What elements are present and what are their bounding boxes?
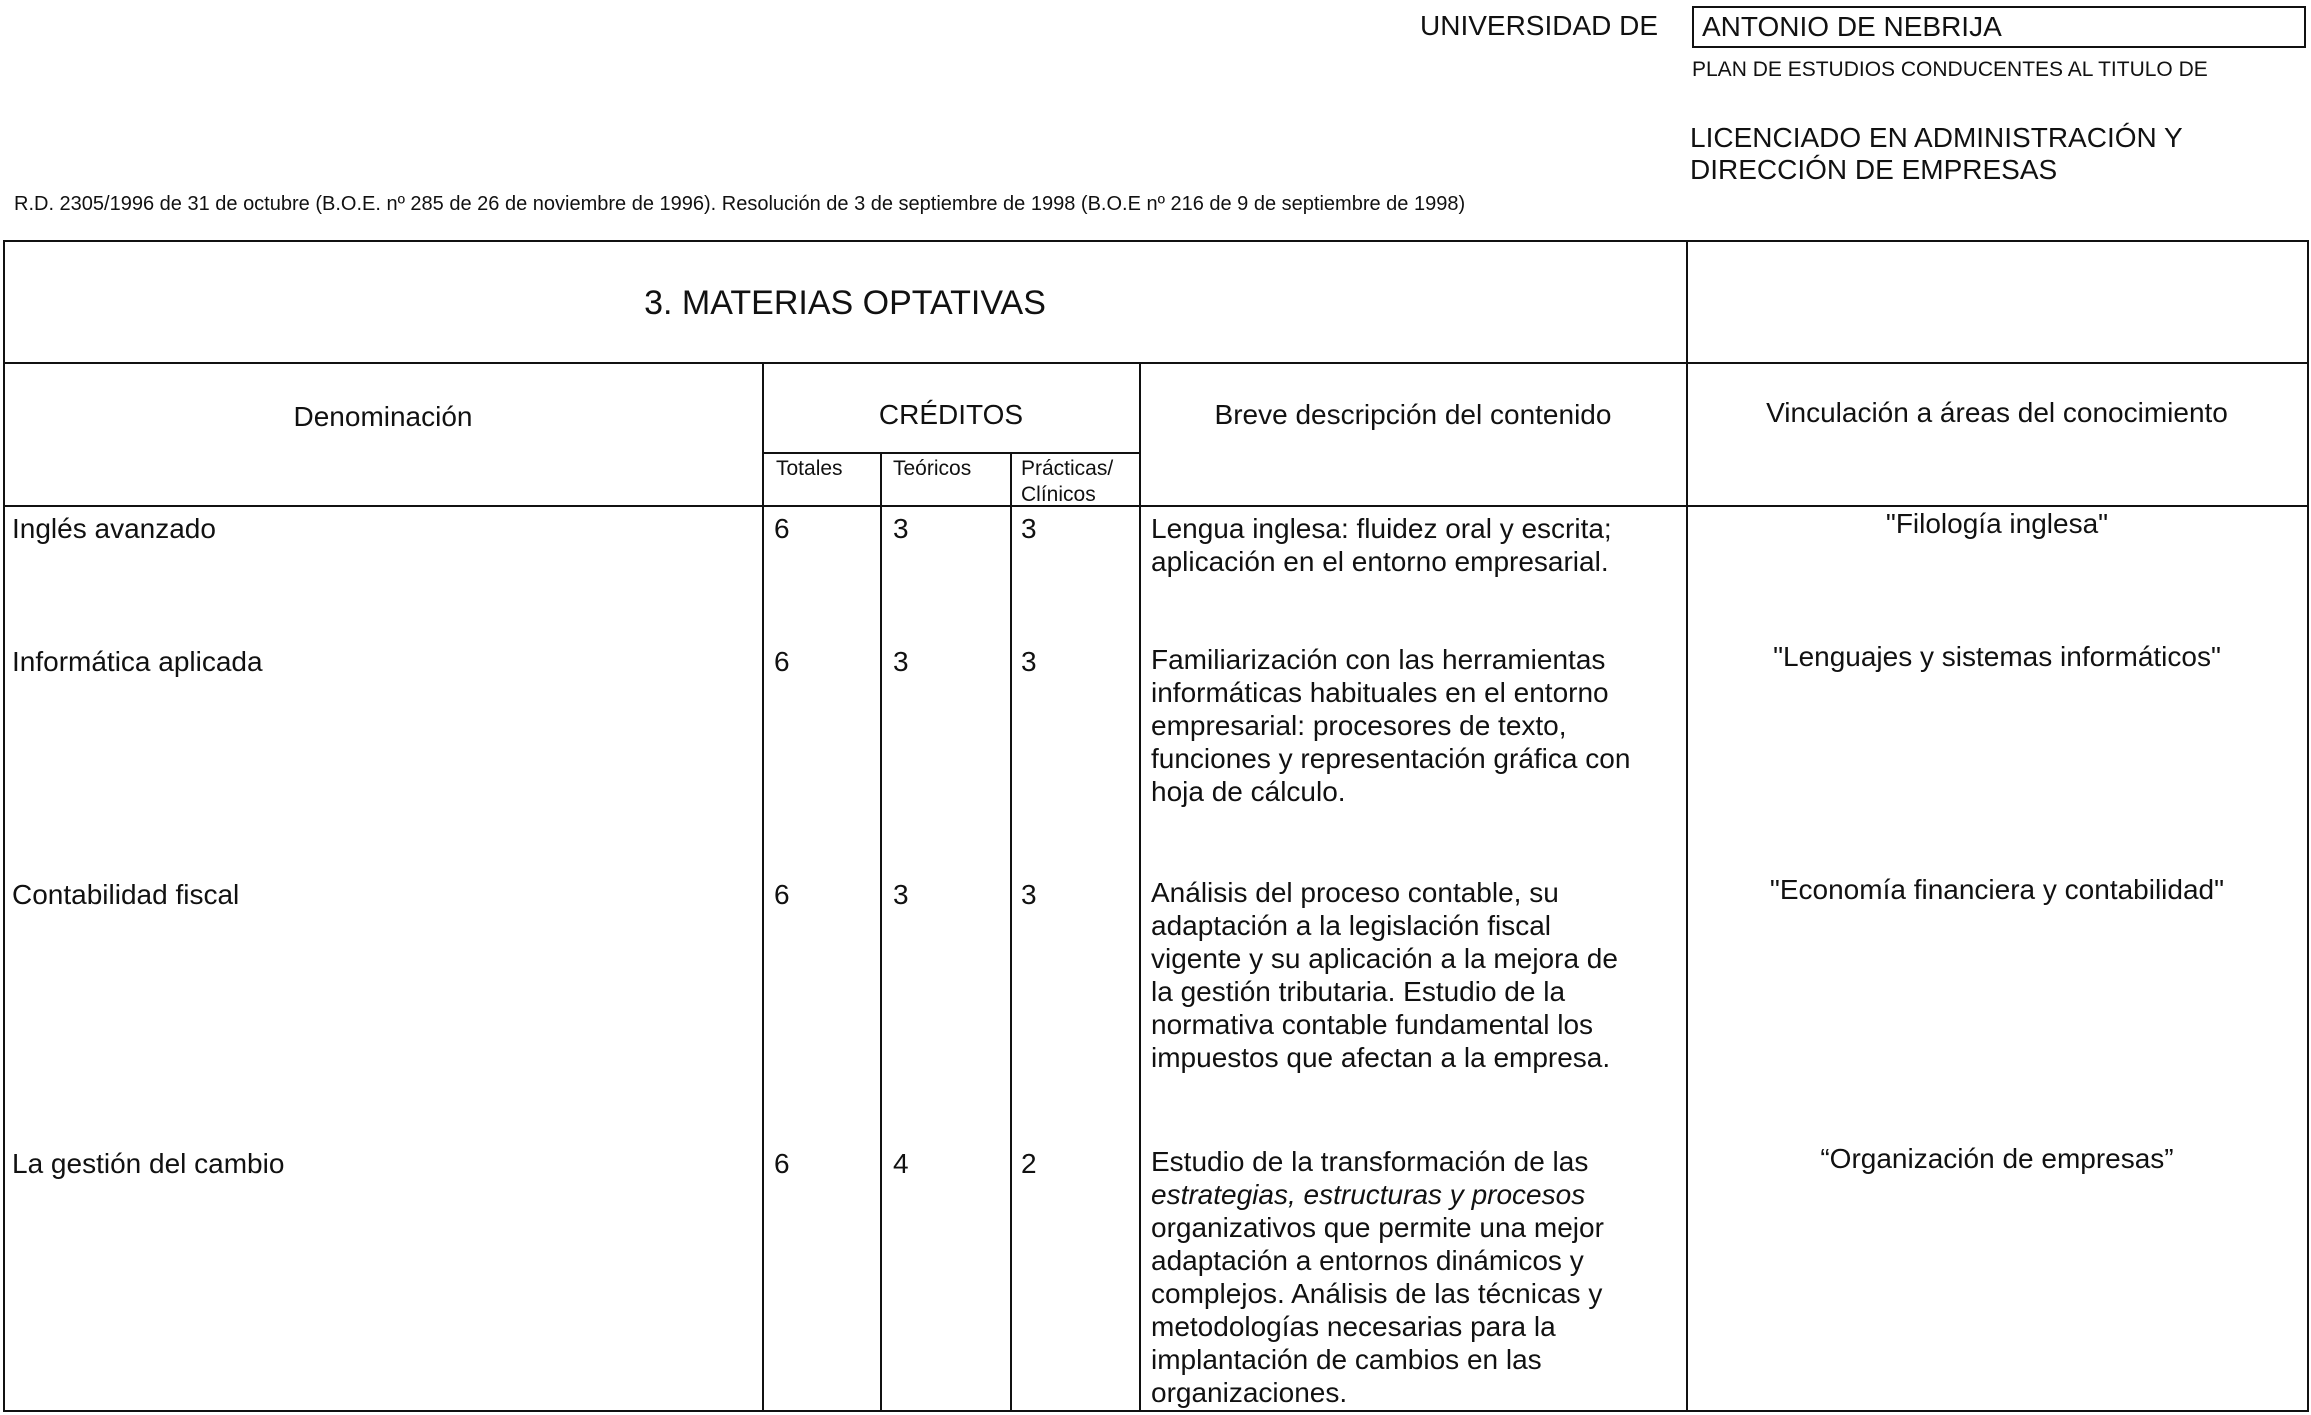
description-line: impuestos que afectan a la empresa. [1151, 1042, 1611, 1073]
credits-practicas: 2 [1021, 1148, 1037, 1179]
subject-description [1151, 876, 1676, 1074]
description-line: hoja de cálculo. [1151, 776, 1346, 807]
col-header-totales: Totales [776, 457, 843, 480]
col-line-creditos [762, 362, 764, 1412]
description-line: adaptación a la legislación fiscal [1151, 910, 1552, 941]
university-name-box: ANTONIO DE NEBRIJA [1692, 6, 2306, 48]
description-line: organizaciones. [1151, 1377, 1348, 1408]
subject-name: Contabilidad fiscal [12, 879, 240, 910]
description-line: organizativos que permite una mejor [1151, 1212, 1604, 1243]
credits-teoricos: 3 [893, 879, 909, 910]
knowledge-area: "Lenguajes y sistemas informáticos" [1773, 641, 2221, 672]
description-line: metodologías necesarias para la [1151, 1311, 1556, 1342]
subject-name: La gestión del cambio [12, 1148, 285, 1179]
table-divider-header [3, 505, 2309, 507]
decree-reference: R.D. 2305/1996 de 31 de octubre (B.O.E. nº 285 de 26 de noviembre de 1996). Resolución de 3 de septiembre de 1998 (B.O.E nº 216 de 9 de septiembre de 1998) [14, 193, 1466, 215]
table-border-right [2307, 240, 2309, 1412]
table-divider-title [3, 362, 2309, 364]
description-line: implantación de cambios en las [1151, 1344, 1542, 1375]
credits-practicas: 3 [1021, 646, 1037, 677]
university-label: UNIVERSIDAD DE [1420, 10, 1659, 41]
credits-teoricos: 3 [893, 646, 909, 677]
col-line-practicas [1010, 452, 1012, 1412]
col-header-creditos: CRÉDITOS [878, 399, 1024, 430]
description-line: empresarial: procesores de texto, [1151, 710, 1567, 741]
description-line: funciones y representación gráfica con [1151, 743, 1631, 774]
description-line: Análisis del proceso contable, su [1151, 877, 1559, 908]
plan-title: PLAN DE ESTUDIOS CONDUCENTES AL TITULO DE [1692, 58, 2208, 81]
description-line: la gestión tributaria. Estudio de la [1151, 976, 1566, 1007]
description-line: Familiarización con las herramientas [1151, 644, 1606, 675]
credits-practicas: 3 [1021, 513, 1037, 544]
subject-description [1151, 512, 1676, 578]
col-line-teoricos [880, 452, 882, 1412]
description-line: Estudio de la transformación de las [1151, 1146, 1589, 1177]
col-header-descripcion: Breve descripción del contenido [1214, 399, 1612, 430]
col-header-vinculacion: Vinculación a áreas del conocimiento [1766, 397, 2228, 428]
credits-practicas: 3 [1021, 879, 1037, 910]
degree-title [1690, 122, 2290, 186]
table-border-top [3, 240, 2309, 242]
credits-teoricos: 3 [893, 513, 909, 544]
description-line: normativa contable fundamental los [1151, 1009, 1594, 1040]
subject-description [1151, 1145, 1676, 1409]
section-title: 3. MATERIAS OPTATIVAS [644, 284, 1046, 322]
subject-description [1151, 643, 1676, 808]
degree-line-1: LICENCIADO EN ADMINISTRACIÓN Y [1690, 122, 2183, 153]
col-header-practicas-line-1: Prácticas/ [1021, 457, 1114, 480]
table-divider-creditos [762, 452, 1140, 454]
description-line: estrategias, estructuras y procesos [1151, 1179, 1586, 1210]
subject-name: Informática aplicada [12, 646, 263, 677]
credits-totales: 6 [774, 1148, 790, 1179]
description-line: aplicación en el entorno empresarial. [1151, 546, 1609, 577]
description-line: Lengua inglesa: fluidez oral y escrita; [1151, 513, 1612, 544]
degree-line-2: DIRECCIÓN DE EMPRESAS [1690, 154, 2058, 185]
knowledge-area: "Economía financiera y contabilidad" [1769, 874, 2225, 905]
knowledge-area: "Filología inglesa" [1885, 508, 2109, 539]
description-line: complejos. Análisis de las técnicas y [1151, 1278, 1603, 1309]
description-line: informáticas habituales en el entorno [1151, 677, 1609, 708]
subject-name: Inglés avanzado [12, 513, 216, 544]
description-line: vigente y su aplicación a la mejora de [1151, 943, 1618, 974]
col-header-practicas [1021, 456, 1113, 508]
credits-teoricos: 4 [893, 1148, 909, 1179]
description-line: adaptación a entornos dinámicos y [1151, 1245, 1584, 1276]
table-border-bottom [3, 1410, 2309, 1412]
knowledge-area: “Organización de empresas” [1820, 1143, 2174, 1174]
col-header-denominacion: Denominación [293, 401, 473, 432]
credits-totales: 6 [774, 513, 790, 544]
col-header-teoricos: Teóricos [893, 457, 972, 480]
credits-totales: 6 [774, 646, 790, 677]
col-line-descripcion [1139, 362, 1141, 1412]
credits-totales: 6 [774, 879, 790, 910]
col-header-practicas-line-2: Clínicos [1021, 483, 1096, 506]
